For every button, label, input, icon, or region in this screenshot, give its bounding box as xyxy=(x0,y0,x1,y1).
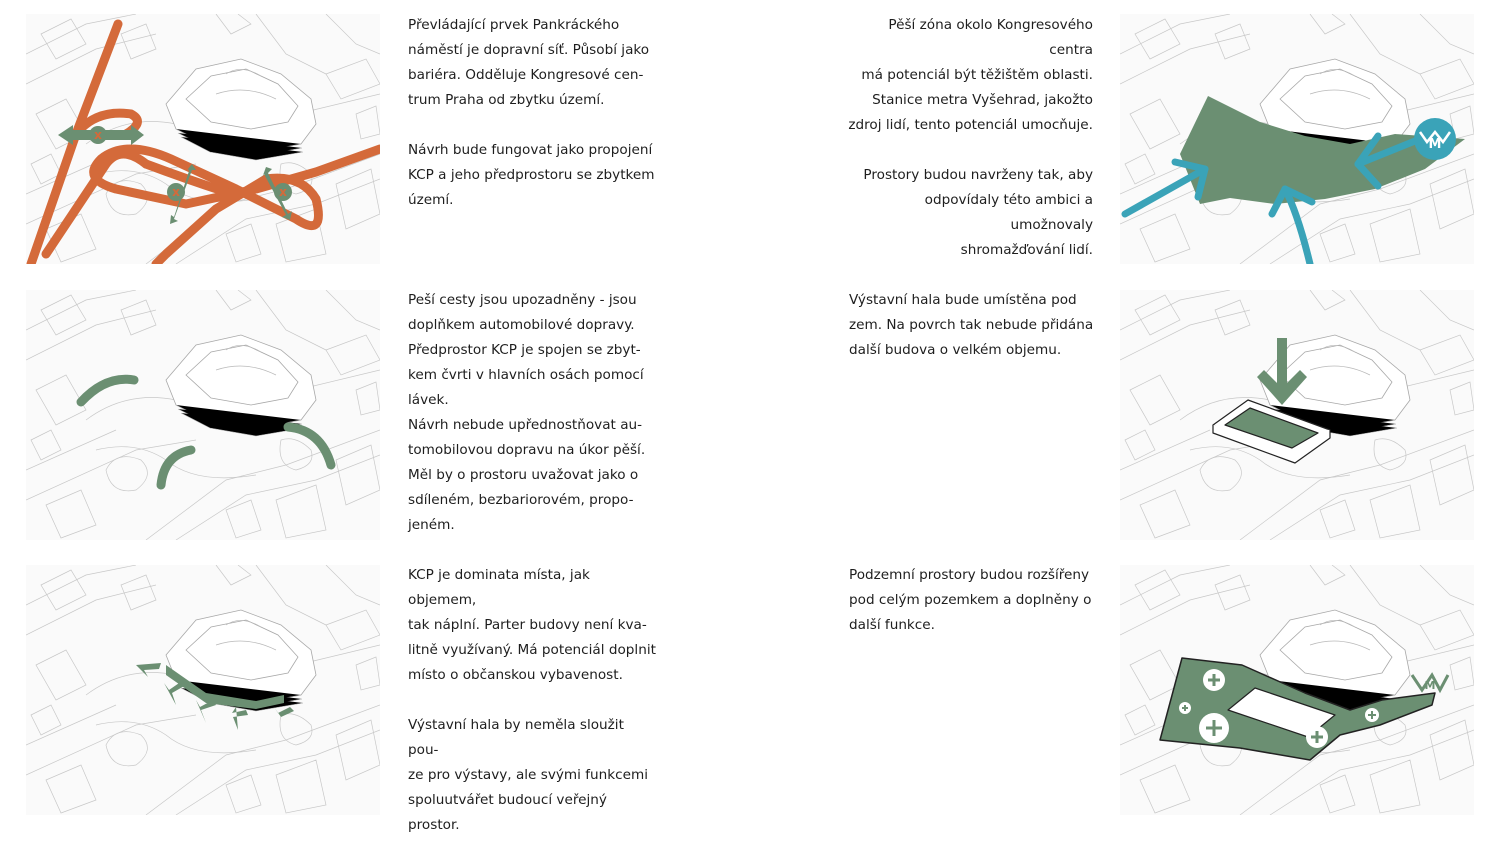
paragraph: Peší cesty jsou upozadněny - jsou doplňkem automobilové dopravy. Předprostor KCP je spojen se zbyt- kem čvrti v hlavních osách pomocí lávek. Návrh nebude upřednostňovat au- tomobilovou dopravu na úkor pěší. Měl by o prostoru uvažovat jako o sdíleném, bezbariorovém, propo- jeném. xyxy=(408,292,646,533)
text-underground-extension xyxy=(849,563,1099,638)
metro-label: M xyxy=(1424,679,1436,692)
underground-hall-diagram xyxy=(1120,290,1474,540)
barrier-mark: x xyxy=(279,185,287,199)
footbridge-paths-diagram xyxy=(26,290,380,540)
underground-extension-diagram xyxy=(1120,565,1474,815)
text-pedestrian-zone xyxy=(843,13,1093,263)
text-building-parter xyxy=(408,563,658,838)
paragraph: Podzemní prostory budou rozšířeny pod celým pozemkem a doplněny o další funkce. xyxy=(849,567,1092,633)
paragraph: KCP je dominata místa, jak objemem, tak náplní. Parter budovy není kva- litně využívaný. Má potenciál doplnit místo o občanskou vybavenost. xyxy=(408,567,656,683)
text-traffic-barrier xyxy=(408,13,658,213)
barrier-mark: x xyxy=(94,128,102,142)
pedestrian-zone-metro-diagram xyxy=(1120,14,1474,264)
paragraph: Prostory budou navrženy tak, aby odpovídaly této ambici a umožnovaly shromažďování lidí. xyxy=(863,167,1093,258)
paragraph: Převládající prvek Pankráckého náměstí je dopravní síť. Působí jako bariéra. Odděluje Kongresové cen- trum Praha od zbytku území. xyxy=(408,17,650,108)
building-parter-diagram xyxy=(26,565,380,815)
metro-label: M xyxy=(1428,137,1442,152)
paragraph: Výstavní hala by neměla sloužit pou- ze pro výstavy, ale svými funkcemi spoluutvářet budoucí veřejný prostor. xyxy=(408,717,648,833)
text-underground-hall xyxy=(849,288,1099,363)
paragraph: Návrh bude fungovat jako propojení KCP a jeho předprostoru se zbytkem území. xyxy=(408,142,655,208)
paragraph: Výstavní hala bude umístěna pod zem. Na povrch tak nebude přidána další budova o velkém objemu. xyxy=(849,292,1094,358)
barrier-mark: x xyxy=(172,185,180,199)
paragraph: Pěší zóna okolo Kongresového centra má potenciál být těžištěm oblasti. Stanice metra Vyšehrad, jakožto zdroj lidí, tento potenciál umocňuje. xyxy=(848,17,1093,133)
traffic-barrier-diagram xyxy=(26,14,380,264)
text-footbridges xyxy=(408,288,658,538)
